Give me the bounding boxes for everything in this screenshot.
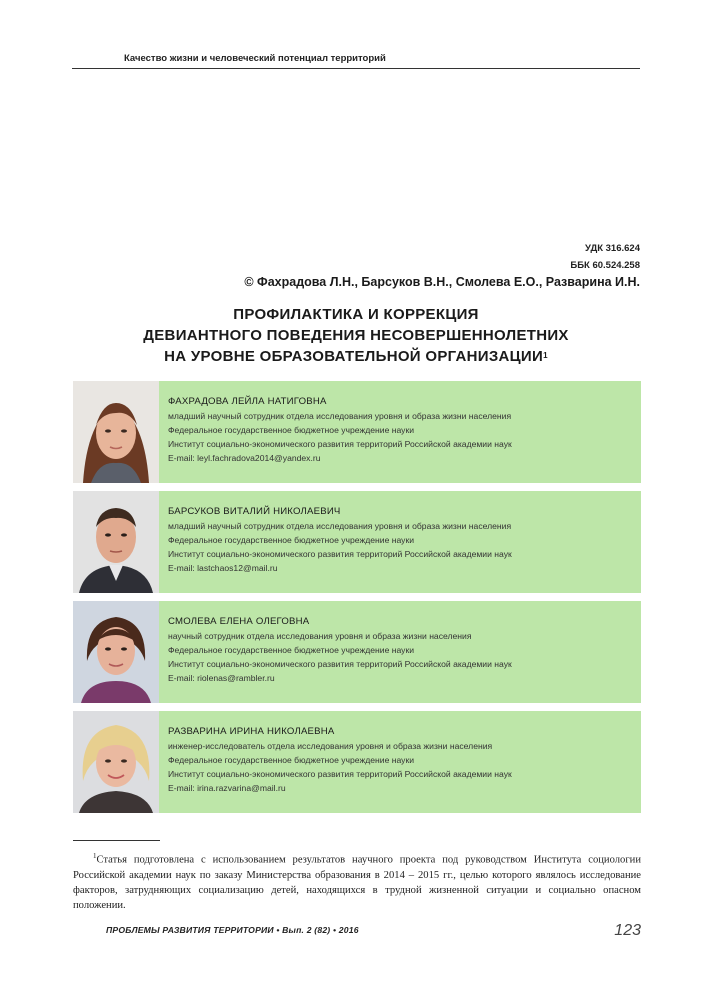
author-institute: Институт социально-экономического развития территорий Российской академии наук: [168, 439, 512, 449]
author-email[interactable]: E-mail: riolenas@rambler.ru: [168, 673, 275, 683]
portrait-icon: [73, 711, 159, 813]
author-email[interactable]: E-mail: leyl.fachradova2014@yandex.ru: [168, 453, 321, 463]
portrait-icon: [73, 601, 159, 703]
author-institute: Институт социально-экономического развития территорий Российской академии наук: [168, 549, 512, 559]
author-photo: [73, 381, 159, 483]
author-card: [73, 491, 641, 593]
title-line-1: ПРОФИЛАКТИКА И КОРРЕКЦИЯ: [233, 306, 479, 323]
classification-codes: [570, 240, 640, 274]
author-institute: Институт социально-экономического развития территорий Российской академии наук: [168, 769, 512, 779]
author-photo: [73, 711, 159, 813]
footnote-rule: [73, 840, 160, 841]
authors-copyright-line: © Фахрадова Л.Н., Барсуков В.Н., Смолева Е.О., Разварина И.Н.: [244, 275, 640, 289]
author-info: [168, 505, 512, 575]
author-name: ФАХРАДОВА ЛЕЙЛА НАТИГОВНА: [168, 396, 327, 407]
title-line-3: НА УРОВНЕ ОБРАЗОВАТЕЛЬНОЙ ОРГАНИЗАЦИИ$^1$: [164, 348, 548, 365]
author-name: СМОЛЕВА ЕЛЕНА ОЛЕГОВНА: [168, 616, 310, 627]
author-position: младший научный сотрудник отдела исследования уровня и образа жизни населения: [168, 411, 512, 421]
author-card: [73, 601, 641, 703]
footnote-text: Статья подготовлена с использованием результатов научного проекта под руководством Института социологии Российской академии наук по заказу Министерства образования в 2014 – 2015 гг., целью которого являлось исследование факторов, затрудняющих социализацию детей, находящихся в трудной жизненной ситуации и социально опасном положении.: [73, 854, 641, 911]
author-info: [168, 395, 512, 465]
author-photo: [73, 601, 159, 703]
author-name: БАРСУКОВ ВИТАЛИЙ НИКОЛАЕВИЧ: [168, 506, 341, 517]
article-title: [72, 304, 640, 367]
author-name: РАЗВАРИНА ИРИНА НИКОЛАЕВНА: [168, 726, 335, 737]
author-institution: Федеральное государственное бюджетное учреждение науки: [168, 645, 415, 655]
author-info: [168, 725, 512, 795]
author-position: научный сотрудник отдела исследования уровня и образа жизни населения: [168, 631, 472, 641]
running-head: Качество жизни и человеческий потенциал территорий: [124, 53, 386, 64]
portrait-icon: [73, 381, 159, 483]
author-institution: Федеральное государственное бюджетное учреждение науки: [168, 755, 415, 765]
author-institute: Институт социально-экономического развития территорий Российской академии наук: [168, 659, 512, 669]
author-institution: Федеральное государственное бюджетное учреждение науки: [168, 425, 415, 435]
journal-footer: ПРОБЛЕМЫ РАЗВИТИЯ ТЕРРИТОРИИ • Вып. 2 (82) • 2016: [106, 925, 359, 935]
author-institution: Федеральное государственное бюджетное учреждение науки: [168, 535, 415, 545]
author-card: [73, 711, 641, 813]
author-position: младший научный сотрудник отдела исследования уровня и образа жизни населения: [168, 521, 512, 531]
title-line-2: ДЕВИАНТНОГО ПОВЕДЕНИЯ НЕСОВЕРШЕННОЛЕТНИХ: [143, 327, 569, 344]
author-email[interactable]: E-mail: lastchaos12@mail.ru: [168, 563, 278, 573]
title-footnote-mark: 1: [543, 351, 548, 360]
author-position: инженер-исследователь отдела исследования уровня и образа жизни населения: [168, 741, 493, 751]
author-info: [168, 615, 512, 685]
author-email[interactable]: E-mail: irina.razvarina@mail.ru: [168, 783, 286, 793]
footnote: [73, 849, 641, 913]
portrait-icon: [73, 491, 159, 593]
footnote-mark: 1: [93, 852, 97, 860]
udk-code: УДК 316.624: [585, 243, 640, 254]
page-number: 123: [614, 922, 641, 939]
author-photo: [73, 491, 159, 593]
author-card: [73, 381, 641, 483]
bbk-code: ББК 60.524.258: [570, 260, 640, 271]
header-rule: [72, 68, 640, 69]
